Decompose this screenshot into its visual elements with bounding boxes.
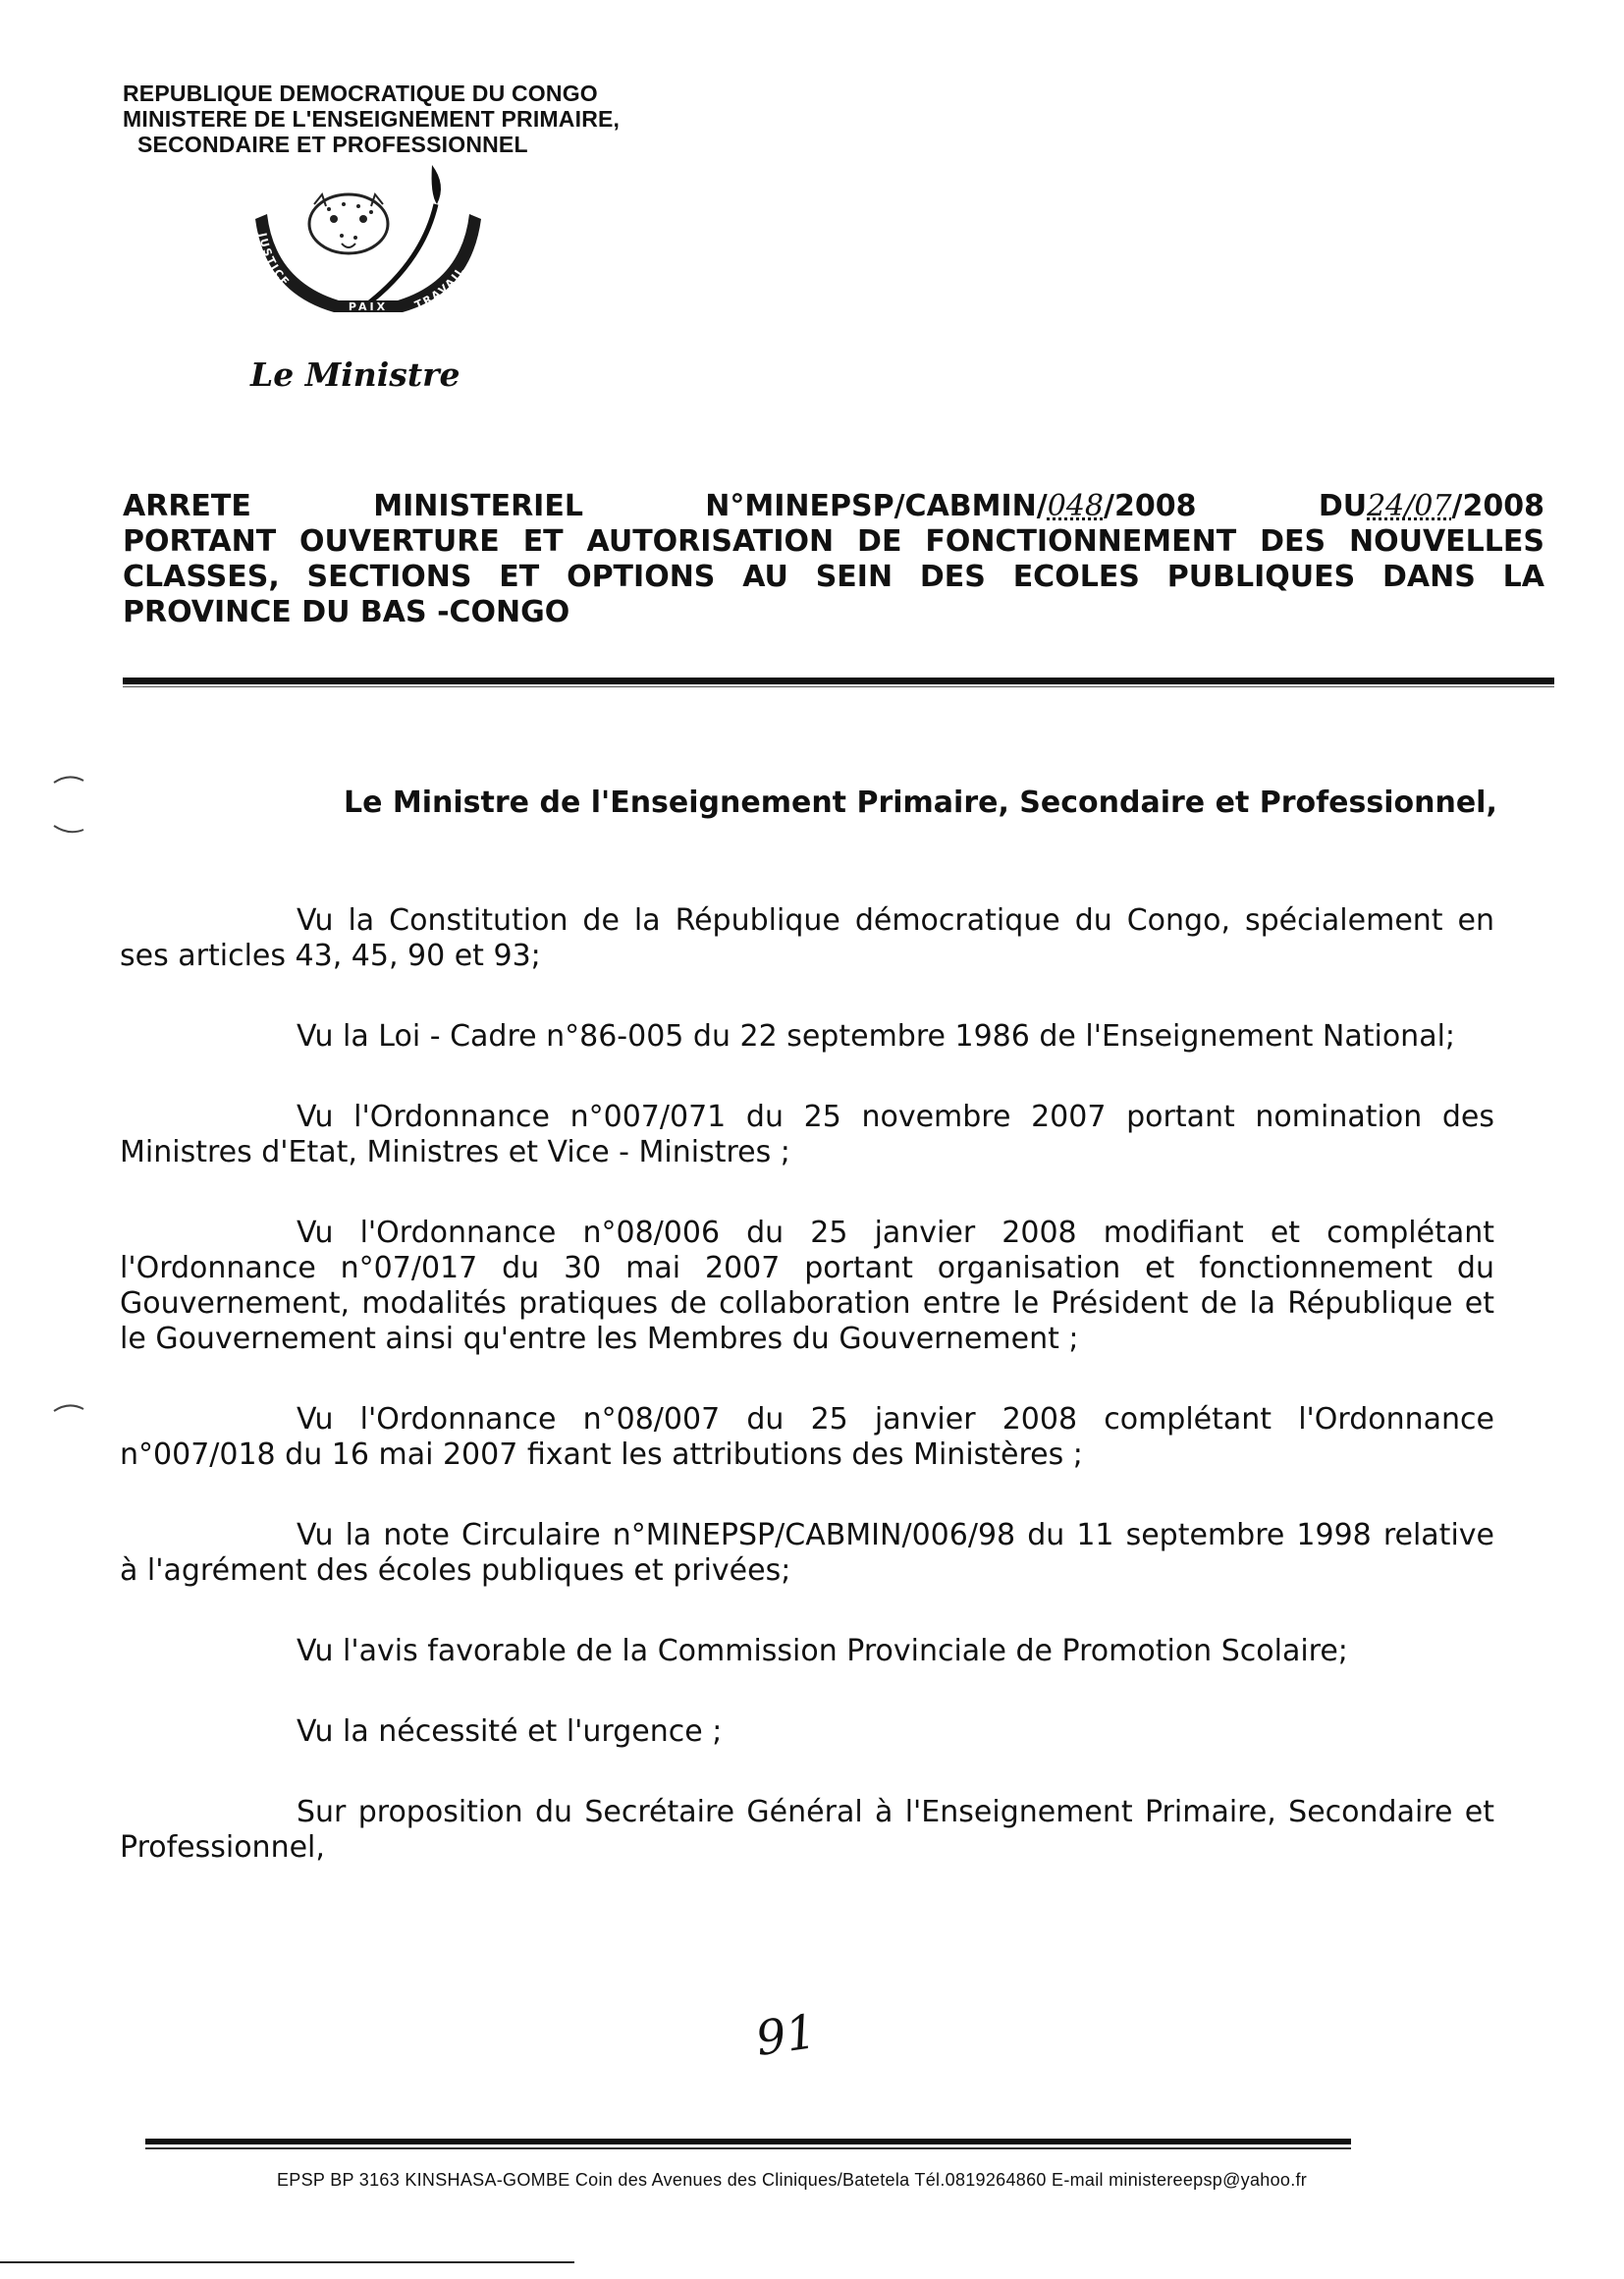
coat-of-arms-icon	[236, 165, 501, 332]
preamble-body	[120, 903, 1494, 1911]
margin-mark	[49, 1399, 88, 1419]
preamble-paragraph: Vu la nécessité et l'urgence ;	[297, 1714, 723, 1749]
decree-date-year: /2008	[1451, 489, 1544, 523]
preamble-paragraph: Vu l'Ordonnance n°08/007 du 25 janvier 2008 complétant l'Ordonnance n°007/018 du 16 mai 2007 fixant les attributions des Ministères ;	[120, 1402, 1494, 1472]
decree-title-line1	[123, 489, 1544, 524]
preamble-paragraph: Sur proposition du Secrétaire Général à l'Enseignement Primaire, Secondaire et Professionnel,	[120, 1795, 1494, 1865]
preamble-paragraph: Vu la note Circulaire n°MINEPSP/CABMIN/006/98 du 11 septembre 1998 relative à l'agrément des écoles publiques et privées;	[120, 1518, 1494, 1588]
motto-paix: PAIX	[348, 300, 389, 313]
letterhead-ministry-cont: SECONDAIRE ET PROFESSIONNEL	[137, 132, 528, 157]
motto-travail: TRAVAIL	[412, 263, 468, 312]
decree-number-year: /2008	[1104, 489, 1197, 523]
margin-mark	[49, 771, 88, 790]
page-bottom-line	[0, 2261, 574, 2263]
decree-date-handwritten: 24/07	[1367, 489, 1452, 523]
letterhead	[123, 81, 751, 157]
title-divider	[123, 678, 1554, 684]
decree-preamble-heading: Le Ministre de l'Enseignement Primaire, Secondaire et Professionnel,	[344, 786, 1497, 820]
preamble-paragraph: Vu l'Ordonnance n°007/071 du 25 novembre 2007 portant nomination des Ministres d'Etat, Ministres et Vice - Ministres ;	[120, 1100, 1494, 1169]
preamble-paragraph: Vu l'Ordonnance n°08/006 du 25 janvier 2008 modifiant et complétant l'Ordonnance n°07/017 du 30 mai 2007 portant organisation et fonctionnement du Gouvernement, modalités pratiques de collaboration entre le Président de la République et le Gouvernement ainsi qu'entre les Membres du Gouvernement ;	[120, 1216, 1494, 1356]
signatory-title: Le Ministre	[250, 355, 460, 394]
handwritten-initials: 91	[752, 2004, 820, 2067]
title-word-ministeriel: MINISTERIEL	[373, 489, 583, 523]
decree-date	[1319, 489, 1544, 524]
leopard-head-icon	[309, 194, 388, 253]
title-divider-thin	[123, 686, 1554, 687]
footer-divider-thin	[145, 2147, 1351, 2149]
title-word-arrete: ARRETE	[123, 489, 251, 523]
footer-contact: EPSP BP 3163 KINSHASA-GOMBE Coin des Avenues des Cliniques/Batetela Tél.0819264860 E-mail ministereepsp@yahoo.fr	[277, 2170, 1308, 2190]
preamble-paragraph: Vu la Constitution de la République démocratique du Congo, spécialement en ses articles 43, 45, 90 et 93;	[120, 903, 1494, 973]
preamble-paragraph: Vu l'avis favorable de la Commission Provinciale de Promotion Scolaire;	[297, 1634, 1348, 1668]
margin-mark	[49, 820, 88, 840]
decree-date-prefix: DU	[1318, 489, 1368, 523]
decree-title	[123, 489, 1544, 630]
motto-justice: JUSTICE	[255, 231, 294, 290]
footer-divider	[145, 2139, 1351, 2144]
letterhead-ministry: MINISTERE DE L'ENSEIGNEMENT PRIMAIRE,	[123, 106, 621, 132]
decree-number-prefix: N°MINEPSP/CABMIN/	[705, 489, 1048, 523]
decree-number	[705, 489, 1196, 524]
preamble-paragraph: Vu la Loi - Cadre n°86-005 du 22 septembre 1986 de l'Enseignement National;	[297, 1019, 1456, 1054]
svg-text:TRAVAIL	[413, 264, 468, 312]
decree-number-handwritten: 048	[1047, 489, 1105, 523]
letterhead-country: REPUBLIQUE DEMOCRATIQUE DU CONGO	[123, 81, 598, 106]
decree-title-subject: PORTANT OUVERTURE ET AUTORISATION DE FONCTIONNEMENT DES NOUVELLES CLASSES, SECTIONS ET OPTIONS AU SEIN DES ECOLES PUBLIQUES DANS LA PROVINCE DU BAS -CONGO	[123, 524, 1544, 629]
svg-text:JUSTICE	[255, 231, 293, 290]
